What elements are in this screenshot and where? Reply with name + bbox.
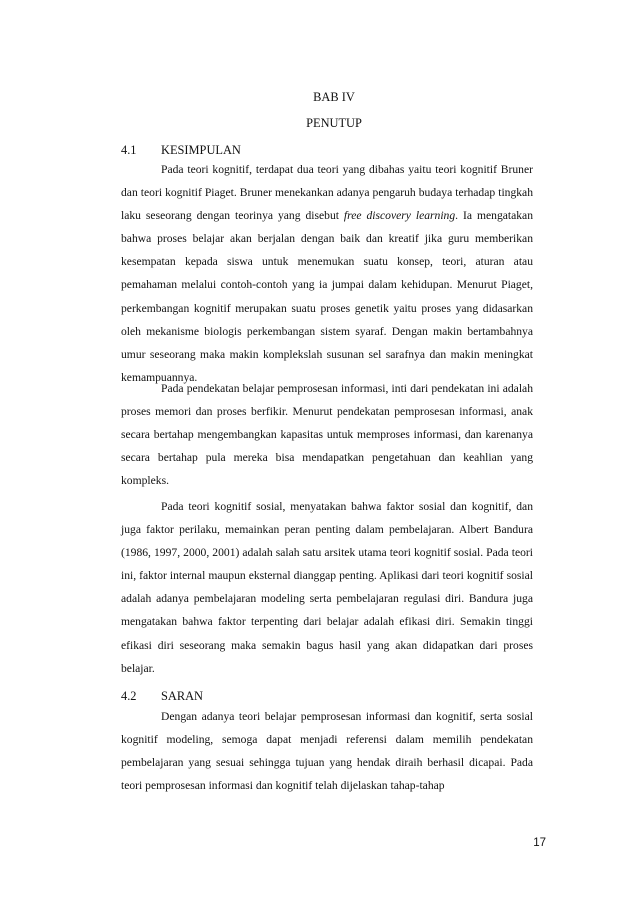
section-number: 4.1 [121,143,137,157]
paragraph: Pada teori kognitif sosial, menyatakan bahwa faktor sosial dan kognitif, dan juga faktor perilaku, memainkan peran penting dalam pembelajaran. Albert Bandura (1986, 1997, 2000, 2001) adalah salah satu arsitek utama teori kognitif sosial. Pada teori ini, faktor internal maupun eksternal dianggap penting. Aplikasi dari teori kognitif sosial adalah adanya pembelajaran modeling serta pembelajaran regulasi diri. Bandura juga mengatakan bahwa faktor terpenting dari belajar adalah efikasi diri. Semakin tinggi efikasi diri seseorang maka semakin bagus hasil yang akan didapatkan dari proses belajar. [121,500,533,675]
paragraph-text: Pada teori kognitif, terdapat dua teori yang dibahas yaitu teori kognitif Bruner dan teori kognitif Piaget. Bruner menekankan adanya pengaruh budaya terhadap tingkah laku seseorang dengan teorinya yang disebut [121,163,533,223]
section-title: SARAN [161,689,203,703]
page-number: 17 [533,837,546,849]
chapter-label: BAB IV [313,90,355,104]
section-title: KESIMPULAN [161,143,241,157]
section-number: 4.2 [121,689,137,703]
paragraph-text: . Ia mengatakan bahwa proses belajar akan berjalan dengan baik dan kreatif jika guru memberikan kesempatan kepada siswa untuk menemukan suatu konsep, teori, aturan atau pemahaman melalui contoh-contoh yang ia jumpai dalam kehidupan. Menurut Piaget, perkembangan kognitif merupakan suatu proses genetik yaitu proses yang didasarkan oleh mekanisme biologis perkembangan sistem syaraf. Dengan makin bertambahnya umur seseorang maka makin komplekslah susunan sel sarafnya dan makin meningkat kemampuannya. [121,209,533,384]
section-heading-saran [121,689,203,704]
paragraph [121,158,533,389]
paragraph: Dengan adanya teori belajar pemprosesan informasi dan kognitif, serta sosial kognitif modeling, semoga dapat menjadi referensi dalam memilih pendekatan pembelajaran yang sesuai sehingga tujuan yang hendak diraih berhasil dicapai. Pada teori pemprosesan informasi dan kognitif telah dijelaskan tahap-tahap [121,710,533,793]
italic-term: free discovery learning [343,209,456,223]
section-heading-kesimpulan [121,143,241,158]
paragraph: Pada pendekatan belajar pemprosesan informasi, inti dari pendekatan ini adalah proses memori dan proses berfikir. Menurut pendekatan pemprosesan informasi, anak secara bertahap mengembangkan kapasitas untuk memproses informasi, dan karenanya secara bertahap pula mereka bisa mendapatkan pengetahuan dan keahlian yang kompleks. [121,382,533,488]
chapter-title: PENUTUP [306,116,362,130]
